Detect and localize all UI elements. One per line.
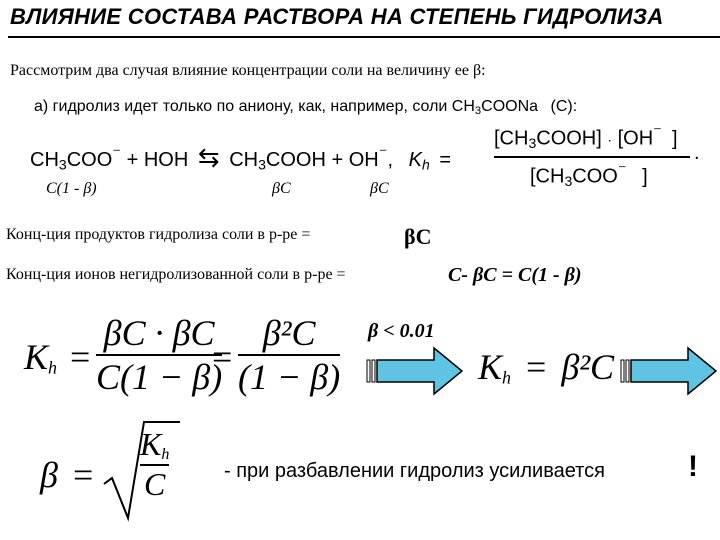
case-a-text: а) гидролиз идет только по аниону, как, например, соли $CH_3COONa$ (C): xyxy=(34,98,578,117)
equilibrium-arrow: ⇆ xyxy=(197,142,220,172)
formula1-eq2: = xyxy=(212,337,233,377)
formula1-fraction2: β²C (1 − β) xyxy=(238,313,341,397)
kh-denominator: [$CH_3COO^{^-}$ ] xyxy=(530,160,648,190)
slide-title: ВЛИЯНИЕ СОСТАВА РАСТВОРА НА СТЕПЕНЬ ГИДРОЛИЗА xyxy=(10,4,664,29)
formula2: $K_h = \beta^2C$ xyxy=(478,347,615,388)
condition-text: β < 0.01 xyxy=(368,320,435,342)
conc-acid: βC xyxy=(272,180,291,197)
right-arrow-2 xyxy=(620,346,720,396)
products-concentration-value: βC xyxy=(404,224,432,249)
exclamation-mark: ! xyxy=(688,450,698,483)
formula3-lhs: β = xyxy=(40,455,94,495)
formula1-lhs: $K_h$ xyxy=(24,337,58,378)
period: . xyxy=(694,142,700,164)
formula1-eq1: = xyxy=(70,337,91,377)
intro-text: Рассмотрим два случая влияние концентрации соли на величину ее β: xyxy=(10,62,486,79)
kh-fraction-bar xyxy=(494,156,690,158)
right-arrow-1 xyxy=(366,346,466,396)
conc-hydroxide: βC xyxy=(370,180,389,197)
dilution-note: - при разбавлении гидролиз усиливается xyxy=(224,460,605,482)
kh-numerator: $[CH_3COOH] \cdot [OH^{^-}$ ] xyxy=(494,122,678,152)
unhydrolyzed-concentration-label: Конц-ция ионов негидролизованной соли в р-ре = xyxy=(6,266,346,283)
title-underline xyxy=(8,36,720,38)
products-concentration-label: Конц-ция продуктов гидролиза соли в р-ре = xyxy=(6,226,311,243)
unhydrolyzed-concentration-value: C- βC = C(1 - β) xyxy=(448,264,582,286)
reaction-equation: $CH_3COO^{^-}$ + HOH ⇆ $CH_3COOH + OH^{^-}$, $K_h$ = xyxy=(30,142,452,173)
formula3-fraction: $K_h$ C xyxy=(140,426,170,502)
formula1-fraction1: βC · βC C(1 − β) xyxy=(96,313,223,397)
conc-salt: C(1 - β) xyxy=(46,180,97,197)
